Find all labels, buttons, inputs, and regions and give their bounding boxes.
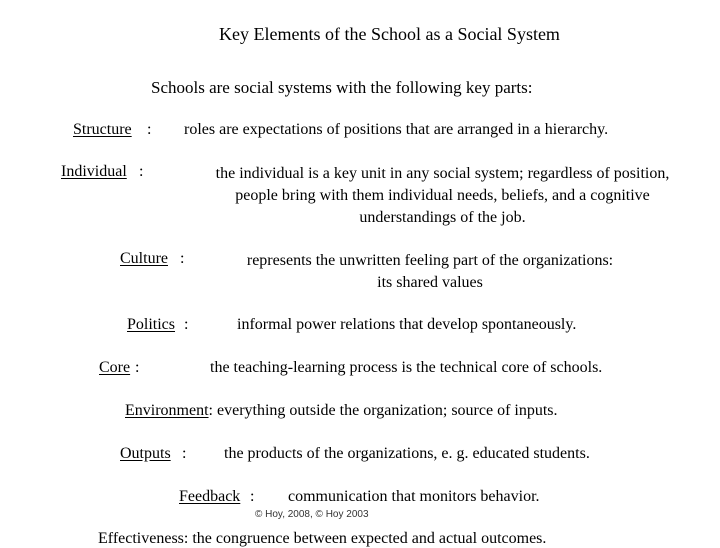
definition-environment: everything outside the organization; source of inputs. — [213, 402, 558, 419]
definition-outputs: the products of the organizations, e. g. educated students. — [224, 445, 590, 462]
term-feedback: Feedback — [179, 488, 241, 505]
definition-feedback: communication that monitors behavior. — [288, 488, 540, 505]
term-individual-colon: : — [139, 163, 144, 180]
cutoff-line: Effectiveness: the congruence between expected and actual outcomes. — [98, 530, 547, 547]
term-environment: Environment — [125, 402, 209, 419]
definition-individual — [170, 163, 715, 229]
copyright-note: © Hoy, 2008, © Hoy 2003 — [255, 509, 369, 520]
page-title: Key Elements of the School as a Social System — [219, 24, 560, 44]
item-environment — [125, 402, 558, 420]
definition-line: its shared values — [377, 274, 483, 291]
definition-politics: informal power relations that develop spontaneously. — [237, 316, 577, 333]
term-structure: Structure — [73, 121, 132, 138]
term-feedback-colon: : — [250, 488, 255, 505]
term-structure-colon: : — [147, 121, 152, 138]
term-culture: Culture — [120, 250, 168, 267]
definition-line: understandings of the job. — [359, 209, 526, 226]
term-politics: Politics — [127, 316, 176, 333]
term-politics-colon: : — [184, 316, 189, 333]
term-individual: Individual — [61, 163, 127, 180]
term-core-colon: : — [135, 359, 140, 376]
term-culture-colon: : — [180, 250, 185, 267]
term-outputs: Outputs — [120, 445, 171, 462]
term-environment-colon: : — [208, 402, 213, 419]
term-core: Core — [99, 359, 131, 376]
definition-line: people bring with them individual needs, beliefs, and a cognitive — [235, 187, 650, 204]
definition-line: the individual is a key unit in any social system; regardless of position, — [215, 165, 670, 182]
definition-core: the teaching-learning process is the technical core of schools. — [210, 359, 603, 376]
definition-culture — [200, 250, 660, 294]
definition-line: represents the unwritten feeling part of the organizations: — [246, 252, 614, 269]
definition-structure: roles are expectations of positions that are arranged in a hierarchy. — [184, 121, 609, 138]
intro-text: Schools are social systems with the following key parts: — [151, 78, 533, 97]
term-outputs-colon: : — [182, 445, 187, 462]
